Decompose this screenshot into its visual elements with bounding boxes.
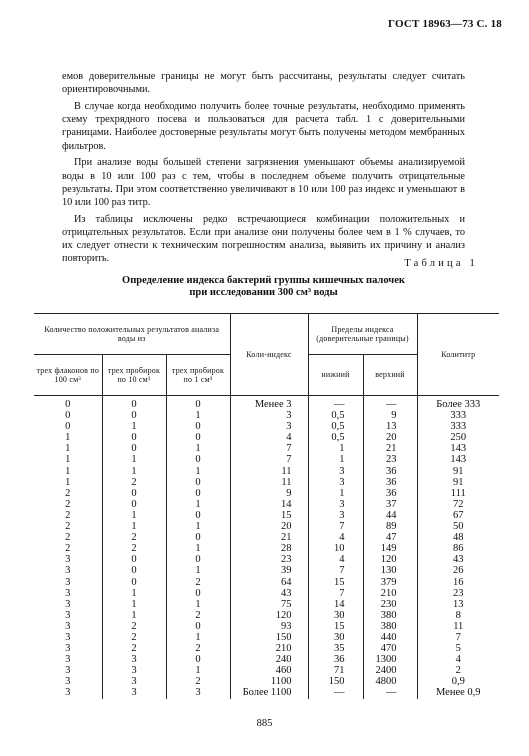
cell-lower-limit: 1 [308,454,363,465]
table-row [34,421,499,432]
header-lower: нижний [308,355,363,396]
cell-upper-limit: 44 [363,510,417,521]
cell-colititer: 48 [417,532,499,543]
table-title-line: при исследовании 300 см³ воды [189,287,338,298]
table-label: Таблица 1 [404,258,478,269]
cell-lower-limit: 1 [308,443,363,454]
cell-tubes-1: 1 [166,499,230,510]
cell-coli-index: Более 1100 [230,687,308,698]
cell-flasks-100: 3 [65,565,71,577]
cell-tubes-1: 0 [166,621,230,632]
cell-upper-limit: — [363,396,417,411]
table-title [62,275,465,299]
cell-tubes-1: 2 [166,676,230,687]
table-row [34,410,499,421]
cell-tubes-1: 2 [166,643,230,654]
header-limits: Пределы индекса (доверительные границы) [308,314,417,355]
table-row [34,621,499,632]
cell-flasks-100: 2 [65,487,71,499]
cell-flasks-100: 3 [65,665,71,677]
cell-coli-index: 64 [230,577,308,588]
cell-coli-index: 39 [230,565,308,576]
cell-tubes-10: 0 [102,432,166,443]
cell-colititer: 4 [417,654,499,665]
cell-coli-index: 20 [230,521,308,532]
table-body [34,396,499,699]
cell-coli-index: 240 [230,654,308,665]
header-tubes-1: трех пробирок по 1 см³ [166,355,230,396]
cell-lower-limit: 0,5 [308,421,363,432]
cell-tubes-1: 0 [166,454,230,465]
paragraph: В случае когда необходимо получить более точные результаты, необходимо применять схему трехрядного посева и пользоваться для расчета табл. 1 с доверительными границами. Наиболее достоверные результаты могут быть получены методом мембранных фильтров. [62,101,465,152]
cell-upper-limit: 89 [363,521,417,532]
cell-tubes-10: 3 [102,654,166,665]
table-row [34,588,499,599]
cell-upper-limit: 210 [363,588,417,599]
table-row [34,454,499,465]
table-row [34,632,499,643]
cell-upper-limit: 120 [363,554,417,565]
cell-upper-limit: 9 [363,410,417,421]
cell-tubes-1: 1 [166,565,230,576]
cell-flasks-100: 0 [65,410,71,422]
cell-flasks-100: 2 [65,543,71,555]
cell-tubes-1: 1 [166,543,230,554]
cell-upper-limit: 47 [363,532,417,543]
cell-lower-limit: 3 [308,466,363,477]
cell-tubes-10: 2 [102,477,166,488]
cell-tubes-10: 3 [102,676,166,687]
cell-upper-limit: 380 [363,621,417,632]
cell-tubes-10: 0 [102,396,166,411]
cell-upper-limit: 1300 [363,654,417,665]
table-row [34,643,499,654]
table-row [34,432,499,443]
cell-lower-limit: 0,5 [308,410,363,421]
cell-flasks-100: 3 [65,620,71,632]
cell-coli-index: 210 [230,643,308,654]
cell-tubes-1: 0 [166,396,230,411]
cell-upper-limit: 23 [363,454,417,465]
cell-colititer: Менее 0,9 [417,687,499,698]
cell-tubes-1: 0 [166,554,230,565]
cell-lower-limit: 7 [308,521,363,532]
header-positive-results: Количество положительных результатов анализа воды из [34,314,230,355]
cell-flasks-100: 1 [65,476,71,488]
cell-tubes-1: 0 [166,532,230,543]
header-flasks-100: трех флаконов по 100 см³ [34,355,102,396]
cell-lower-limit: 71 [308,665,363,676]
cell-coli-index: Менее 3 [230,396,308,411]
cell-colititer: 143 [417,443,499,454]
cell-flasks-100: 3 [65,598,71,610]
cell-upper-limit: 230 [363,599,417,610]
cell-upper-limit: 130 [363,565,417,576]
table-row [34,499,499,510]
cell-tubes-1: 1 [166,466,230,477]
cell-colititer: 26 [417,565,499,576]
table-row [34,466,499,477]
cell-lower-limit: — [308,687,363,698]
cell-colititer: 7 [417,632,499,643]
body-text [62,70,465,269]
cell-tubes-10: 0 [102,410,166,421]
cell-lower-limit: 7 [308,588,363,599]
table-row [34,687,499,698]
cell-flasks-100: 3 [65,609,71,621]
cell-colititer: 333 [417,421,499,432]
cell-upper-limit: 36 [363,488,417,499]
cell-tubes-1: 0 [166,421,230,432]
index-table [34,313,499,699]
cell-coli-index: 3 [230,410,308,421]
cell-colititer: 43 [417,554,499,565]
cell-tubes-10: 1 [102,521,166,532]
cell-coli-index: 460 [230,665,308,676]
paragraph: Из таблицы исключены редко встречающиеся комбинации положительных и отрицательных результатов. Если при анализе они получены более чем в 1 % случаев, то их следует отнести к техническим погрешностям анализа, выявить их причину и анализ повторить. [62,213,465,265]
table-row [34,577,499,588]
cell-flasks-100: 1 [65,432,71,444]
cell-tubes-10: 0 [102,565,166,576]
cell-colititer: 72 [417,499,499,510]
cell-lower-limit: — [308,396,363,411]
cell-colititer: Более 333 [417,396,499,411]
cell-flasks-100: 3 [65,676,71,688]
header-colititer: Колититр [417,314,499,396]
cell-tubes-1: 1 [166,665,230,676]
cell-upper-limit: 149 [363,543,417,554]
cell-colititer: 86 [417,543,499,554]
cell-flasks-100: 3 [65,554,71,566]
table-row [34,543,499,554]
cell-flasks-100: 1 [65,443,71,455]
cell-coli-index: 150 [230,632,308,643]
cell-upper-limit: 21 [363,443,417,454]
cell-colititer: 143 [417,454,499,465]
cell-coli-index: 28 [230,543,308,554]
cell-upper-limit: — [363,687,417,698]
cell-flasks-100: 3 [65,643,71,655]
cell-tubes-10: 3 [102,687,166,698]
cell-flasks-100: 3 [65,587,71,599]
cell-tubes-10: 2 [102,543,166,554]
cell-lower-limit: 7 [308,565,363,576]
cell-colititer: 111 [417,488,499,499]
cell-colititer: 0,9 [417,676,499,687]
cell-lower-limit: 4 [308,532,363,543]
cell-flasks-100: 0 [65,399,71,410]
page-number: 885 [256,718,273,729]
cell-lower-limit: 0,5 [308,432,363,443]
cell-upper-limit: 379 [363,577,417,588]
cell-upper-limit: 470 [363,643,417,654]
table-row [34,565,499,576]
cell-upper-limit: 36 [363,477,417,488]
cell-tubes-10: 1 [102,510,166,521]
cell-tubes-10: 1 [102,610,166,621]
cell-flasks-100: 2 [65,521,71,533]
table-row [34,676,499,687]
cell-upper-limit: 36 [363,466,417,477]
cell-lower-limit: 4 [308,554,363,565]
cell-tubes-10: 0 [102,443,166,454]
cell-lower-limit: 3 [308,499,363,510]
cell-colititer: 13 [417,599,499,610]
table-row [34,477,499,488]
cell-lower-limit: 14 [308,599,363,610]
cell-tubes-10: 2 [102,621,166,632]
cell-lower-limit: 3 [308,510,363,521]
cell-tubes-10: 0 [102,488,166,499]
cell-coli-index: 15 [230,510,308,521]
cell-tubes-10: 0 [102,499,166,510]
cell-lower-limit: 15 [308,577,363,588]
cell-tubes-1: 3 [166,687,230,698]
table-row [34,488,499,499]
header-tubes-10: трех пробирок по 10 см³ [102,355,166,396]
cell-tubes-1: 1 [166,410,230,421]
cell-tubes-1: 0 [166,477,230,488]
cell-coli-index: 7 [230,443,308,454]
cell-lower-limit: 150 [308,676,363,687]
cell-flasks-100: 1 [65,465,71,477]
cell-tubes-10: 1 [102,466,166,477]
cell-tubes-1: 2 [166,577,230,588]
paragraph: При анализе воды большей степени загрязнения уменьшают объемы анализируемой воды в 10 или 100 раз с тем, чтобы в последнем объеме получить отрицательные результаты. При этом соответственно увеличивают в 10 или 100 раз индекс и уменьшают в 10 или 100 раз титр. [62,157,465,209]
cell-lower-limit: 10 [308,543,363,554]
cell-tubes-10: 1 [102,454,166,465]
cell-coli-index: 23 [230,554,308,565]
table-title-line: Определение индекса бактерий группы кишечных палочек [122,275,405,286]
cell-tubes-1: 2 [166,610,230,621]
cell-tubes-10: 0 [102,577,166,588]
cell-flasks-100: 2 [65,532,71,544]
cell-coli-index: 4 [230,432,308,443]
cell-colititer: 67 [417,510,499,521]
cell-colititer: 91 [417,477,499,488]
cell-tubes-10: 2 [102,643,166,654]
cell-tubes-1: 1 [166,632,230,643]
cell-upper-limit: 380 [363,610,417,621]
cell-coli-index: 11 [230,466,308,477]
cell-tubes-1: 1 [166,521,230,532]
cell-tubes-10: 1 [102,599,166,610]
cell-lower-limit: 1 [308,488,363,499]
cell-coli-index: 7 [230,454,308,465]
cell-coli-index: 14 [230,499,308,510]
cell-tubes-1: 0 [166,654,230,665]
table-row [34,554,499,565]
cell-flasks-100: 0 [65,421,71,433]
cell-flasks-100: 3 [65,631,71,643]
cell-upper-limit: 2400 [363,665,417,676]
cell-tubes-1: 1 [166,443,230,454]
cell-lower-limit: 30 [308,632,363,643]
cell-coli-index: 9 [230,488,308,499]
cell-tubes-10: 1 [102,588,166,599]
cell-flasks-100: 3 [65,576,71,588]
cell-lower-limit: 3 [308,477,363,488]
cell-coli-index: 3 [230,421,308,432]
cell-colititer: 16 [417,577,499,588]
cell-colititer: 250 [417,432,499,443]
cell-colititer: 23 [417,588,499,599]
cell-tubes-1: 0 [166,510,230,521]
page-header: ГОСТ 18963—73 С. 18 [388,18,502,30]
cell-upper-limit: 20 [363,432,417,443]
cell-colititer: 91 [417,466,499,477]
table-row [34,599,499,610]
cell-colititer: 50 [417,521,499,532]
cell-flasks-100: 2 [65,498,71,510]
cell-upper-limit: 4800 [363,676,417,687]
cell-coli-index: 75 [230,599,308,610]
cell-colititer: 5 [417,643,499,654]
table-row [34,532,499,543]
table-row [34,396,499,411]
cell-flasks-100: 3 [65,687,71,699]
cell-upper-limit: 13 [363,421,417,432]
cell-lower-limit: 35 [308,643,363,654]
cell-tubes-10: 2 [102,632,166,643]
cell-tubes-1: 0 [166,488,230,499]
cell-flasks-100: 1 [65,454,71,466]
cell-coli-index: 11 [230,477,308,488]
cell-coli-index: 120 [230,610,308,621]
cell-coli-index: 43 [230,588,308,599]
cell-colititer: 333 [417,410,499,421]
cell-coli-index: 21 [230,532,308,543]
cell-coli-index: 93 [230,621,308,632]
cell-lower-limit: 30 [308,610,363,621]
cell-coli-index: 1100 [230,676,308,687]
cell-upper-limit: 37 [363,499,417,510]
cell-tubes-10: 1 [102,421,166,432]
cell-flasks-100: 2 [65,509,71,521]
cell-lower-limit: 36 [308,654,363,665]
table-row [34,665,499,676]
header-coli-index: Коли-индекс [230,314,308,396]
cell-tubes-10: 2 [102,532,166,543]
table-row [34,521,499,532]
cell-tubes-1: 0 [166,432,230,443]
table-row [34,654,499,665]
paragraph: емов доверительные границы не могут быть рассчитаны, результаты следует считать ориентировочными. [62,71,465,96]
table-row [34,443,499,454]
cell-colititer: 2 [417,665,499,676]
cell-upper-limit: 440 [363,632,417,643]
cell-tubes-1: 1 [166,599,230,610]
header-upper: верхний [363,355,417,396]
cell-lower-limit: 15 [308,621,363,632]
cell-tubes-1: 0 [166,588,230,599]
cell-tubes-10: 0 [102,554,166,565]
cell-colititer: 11 [417,621,499,632]
cell-colititer: 8 [417,610,499,621]
table-row [34,610,499,621]
table-row [34,510,499,521]
cell-flasks-100: 3 [65,654,71,666]
cell-tubes-10: 3 [102,665,166,676]
